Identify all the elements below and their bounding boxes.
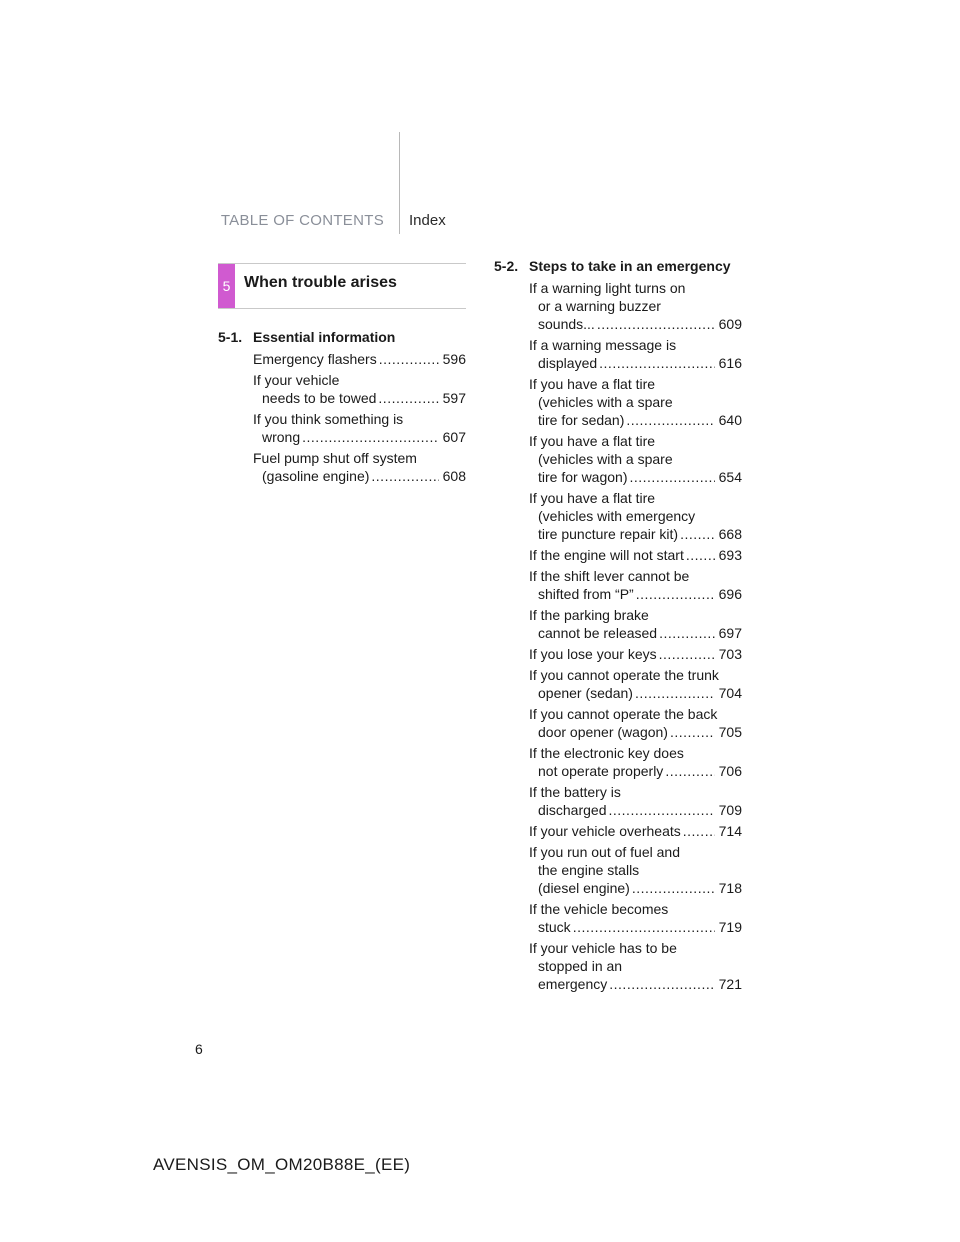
index-link[interactable]: Index (409, 212, 446, 229)
toc-entry[interactable] (218, 410, 466, 446)
toc-entry-last-line (529, 684, 742, 702)
toc-entry[interactable] (218, 350, 466, 368)
toc-entry-line: (diesel engine) (538, 880, 630, 896)
toc-entry-last-line (529, 822, 742, 840)
toc-page-number: 697 (718, 625, 742, 641)
toc-page-number: 668 (718, 526, 742, 542)
toc-entry-line: stuck (538, 919, 571, 935)
dot-leader (659, 624, 715, 642)
section-number-tab: 5 (218, 264, 235, 308)
toc-entry[interactable] (494, 645, 742, 663)
document-code: AVENSIS_OM_OM20B88E_(EE) (153, 1155, 411, 1174)
toc-entry[interactable] (494, 489, 742, 543)
subsection-number: 5-2. (494, 258, 519, 274)
toc-entry[interactable] (218, 371, 466, 407)
toc-entry-last-line (529, 585, 742, 603)
toc-entry-line: If you have a flat tire (529, 433, 656, 449)
toc-entry-line: If you have a flat tire (529, 490, 656, 506)
toc-entry-line: If your vehicle has to be (529, 940, 677, 956)
toc-entry[interactable] (494, 843, 742, 897)
toc-entry-last-line (529, 801, 742, 819)
toc-entry-line: If the engine will not start (529, 547, 684, 563)
toc-page-number: 719 (718, 919, 742, 935)
toc-entry[interactable] (494, 822, 742, 840)
toc-entry-line: not operate properly (538, 763, 664, 779)
dot-leader (670, 723, 715, 741)
toc-entry[interactable] (218, 449, 466, 485)
dot-leader (371, 467, 438, 485)
toc-entry-line: discharged (538, 802, 607, 818)
toc-entry-line: tire puncture repair kit) (538, 526, 679, 542)
dot-leader (597, 315, 715, 333)
subsection-heading (218, 328, 466, 346)
toc-entry-line: If you run out of fuel and (529, 844, 680, 860)
toc-entry-line: wrong (262, 429, 301, 445)
dot-leader (659, 645, 715, 663)
toc-entry-line: sounds... (538, 316, 595, 332)
toc-entry-last-line (529, 624, 742, 642)
toc-entry-last-line (529, 762, 742, 780)
toc-entry[interactable] (494, 375, 742, 429)
section-title: When trouble arises (244, 274, 397, 291)
toc-entry-line: (vehicles with a spare (538, 451, 673, 467)
toc-page-number: 654 (718, 469, 742, 485)
toc-page-number: 696 (718, 586, 742, 602)
toc-entry-last-line (529, 546, 742, 564)
toc-entry-line: If your vehicle (253, 372, 340, 388)
toc-entry-last-line (529, 879, 742, 897)
toc-entry[interactable] (494, 744, 742, 780)
toc-entry[interactable] (494, 666, 742, 702)
toc-entry-line: needs to be towed (262, 390, 377, 406)
toc-page-number: 608 (442, 468, 466, 484)
section-header (218, 263, 466, 309)
dot-leader (680, 525, 715, 543)
toc-page-number: 705 (718, 724, 742, 740)
dot-leader (665, 762, 714, 780)
subsection-title: Steps to take in an emergency (529, 258, 731, 274)
dot-leader (379, 350, 439, 368)
toc-entry-line: If a warning message is (529, 337, 677, 353)
dot-leader (573, 918, 715, 936)
toc-entry-line: If the battery is (529, 784, 621, 800)
toc-entry-line: displayed (538, 355, 598, 371)
toc-entry-line: or a warning buzzer (538, 298, 661, 314)
table-of-contents-link[interactable]: TABLE OF CONTENTS (220, 212, 384, 229)
subsection-heading (494, 257, 742, 275)
toc-entry-line: shifted from “P” (538, 586, 634, 602)
page-number: 6 (195, 1041, 203, 1057)
toc-page-number: 609 (718, 316, 742, 332)
toc-entry-list (218, 350, 466, 485)
toc-entry-line: the engine stalls (538, 862, 640, 878)
toc-entry-line: If your vehicle overheats (529, 823, 681, 839)
toc-entry[interactable] (494, 432, 742, 486)
toc-entry-last-line (253, 389, 466, 407)
toc-entry-last-line (529, 975, 742, 993)
toc-page-number: 704 (718, 685, 742, 701)
toc-entry-line: (gasoline engine) (262, 468, 370, 484)
toc-entry-line: emergency (538, 976, 608, 992)
toc-entry[interactable] (494, 567, 742, 603)
toc-entry-last-line (529, 411, 742, 429)
dot-leader (609, 975, 714, 993)
dot-leader (636, 585, 715, 603)
toc-entry-line: (vehicles with emergency (538, 508, 696, 524)
toc-page-number: 703 (718, 646, 742, 662)
toc-entry-line: opener (sedan) (538, 685, 633, 701)
toc-entry-list (494, 279, 742, 993)
toc-entry-last-line (253, 350, 466, 368)
toc-entry-line: tire for sedan) (538, 412, 625, 428)
toc-entry-line: If the vehicle becomes (529, 901, 669, 917)
toc-entry-line: tire for wagon) (538, 469, 628, 485)
toc-entry-line: If a warning light turns on (529, 280, 686, 296)
toc-entry[interactable] (494, 336, 742, 372)
toc-entry[interactable] (494, 705, 742, 741)
toc-page-number: 714 (718, 823, 742, 839)
toc-entry-last-line (529, 525, 742, 543)
toc-page-number: 709 (718, 802, 742, 818)
toc-entry-last-line (529, 468, 742, 486)
dot-leader (626, 411, 714, 429)
toc-page-number: 596 (442, 351, 466, 367)
dot-leader (629, 468, 714, 486)
dot-leader (599, 354, 714, 372)
toc-entry-line: If the electronic key does (529, 745, 684, 761)
toc-entry-line: Emergency flashers (253, 351, 377, 367)
toc-entry-line: If the parking brake (529, 607, 649, 623)
toc-entry[interactable] (494, 606, 742, 642)
subsection-number: 5-1. (218, 329, 243, 345)
dot-leader (378, 389, 438, 407)
nav-divider (399, 132, 400, 234)
toc-entry-line: Fuel pump shut off system (253, 450, 417, 466)
dot-leader (683, 822, 715, 840)
toc-entry-last-line (529, 918, 742, 936)
toc-entry-last-line (529, 315, 742, 333)
dot-leader (686, 546, 715, 564)
toc-entry[interactable] (494, 783, 742, 819)
dot-leader (609, 801, 715, 819)
toc-entry-line: If you have a flat tire (529, 376, 656, 392)
toc-page-number: 607 (442, 429, 466, 445)
toc-entry-line: If the shift lever cannot be (529, 568, 690, 584)
toc-entry[interactable] (494, 279, 742, 333)
toc-entry-last-line (253, 467, 466, 485)
toc-entry-line: If you cannot operate the trunk (529, 667, 719, 683)
toc-page-number: 640 (718, 412, 742, 428)
dot-leader (302, 428, 439, 446)
toc-page-number: 693 (718, 547, 742, 563)
toc-entry-last-line (529, 723, 742, 741)
toc-entry-line: stopped in an (538, 958, 623, 974)
toc-entry[interactable] (494, 939, 742, 993)
toc-entry-line: cannot be released (538, 625, 658, 641)
toc-entry-line: If you cannot operate the back (529, 706, 718, 722)
toc-page-number: 718 (718, 880, 742, 896)
toc-page-number: 721 (718, 976, 742, 992)
toc-column-left (218, 328, 466, 488)
toc-entry[interactable] (494, 900, 742, 936)
toc-entry-line: If you lose your keys (529, 646, 657, 662)
toc-entry-last-line (529, 354, 742, 372)
toc-entry-line: (vehicles with a spare (538, 394, 673, 410)
toc-page-number: 706 (718, 763, 742, 779)
top-navigation (0, 210, 960, 234)
subsection-title: Essential information (253, 329, 396, 345)
toc-column-right (494, 257, 742, 996)
toc-page-number: 616 (718, 355, 742, 371)
dot-leader (635, 684, 715, 702)
toc-entry-line: door opener (wagon) (538, 724, 668, 740)
toc-entry[interactable] (494, 546, 742, 564)
toc-page-number: 597 (442, 390, 466, 406)
toc-entry-last-line (529, 645, 742, 663)
dot-leader (632, 879, 715, 897)
toc-entry-last-line (253, 428, 466, 446)
toc-entry-line: If you think something is (253, 411, 404, 427)
